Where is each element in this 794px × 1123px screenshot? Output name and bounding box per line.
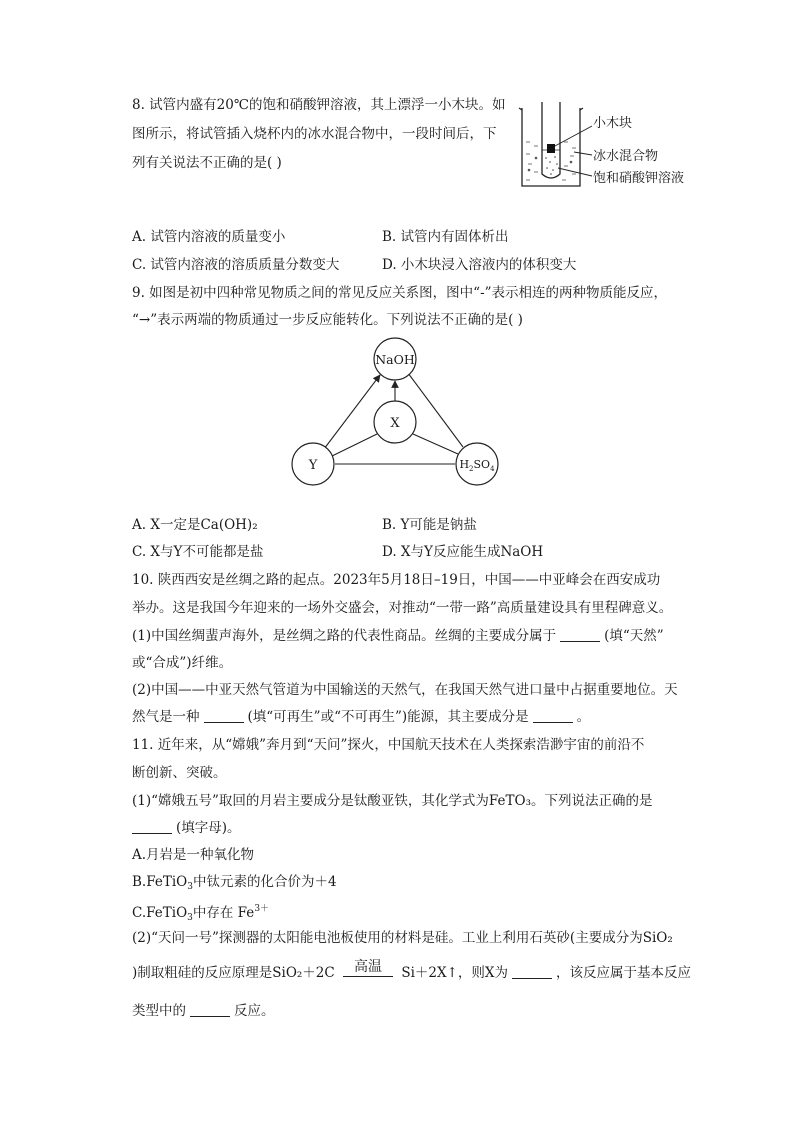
q8-option-b: B. 试管内有固体析出 — [382, 229, 509, 245]
q11-equation-right: Si＋2X↑，则X为 — [401, 965, 509, 981]
node-x-label: X — [390, 416, 400, 431]
q11-option-b-formula: B.FeTiO — [132, 874, 188, 890]
q10-answer-blank-2[interactable] — [204, 710, 244, 723]
q11-line-2: 断创新、突破。 — [132, 765, 227, 781]
q8-option-d: D. 小木块浸入溶液内的体积变大 — [382, 257, 577, 273]
q11-condition-text: 高温 — [354, 959, 383, 975]
q10-part1-text: (1)中国丝绸蜚声海外，是丝绸之路的代表性商品。丝绸的主要成分属于 — [132, 628, 557, 644]
q9-option-d: D. X与Y反应能生成NaOH — [382, 544, 544, 560]
q8-beaker-figure — [514, 100, 704, 192]
node-naoh-label: NaOH — [375, 352, 415, 367]
node-y-label: Y — [308, 458, 318, 473]
q11-option-c-subscript: 3 — [187, 913, 193, 923]
test-tube — [542, 102, 560, 178]
label-kno3-solution: 饱和硝酸钾溶液 — [593, 171, 685, 186]
q10-line-3 — [132, 627, 664, 645]
solution-dots — [545, 156, 558, 175]
q10-answer-blank-1[interactable] — [560, 629, 600, 642]
q11-option-b — [132, 873, 337, 896]
q11-line-4 — [132, 819, 241, 837]
q10-part1-hint: (填“天然” — [604, 628, 664, 644]
q10-part2-text: 然气是一种 — [132, 709, 200, 725]
q9-option-c: C. X与Y不可能都是盐 — [132, 544, 264, 560]
q9-option-b: B. Y可能是钠盐 — [382, 517, 477, 533]
q9-line-2: “→”表示两端的物质通过一步反应能转化。下列说法不正确的是( ) — [132, 312, 523, 328]
q10-line-2: 举办。这是我国今年迎来的一场外交盛会，对推动“一带一路”高质量建设具有里程碑意义。 — [132, 600, 673, 616]
q11-option-c-text: 中存在 Fe — [192, 905, 255, 921]
q10-part2-hint: (填“可再生”或“不可再生”)能源，其主要成分是 — [247, 709, 529, 725]
label-ice-water: 冰水混合物 — [593, 149, 659, 164]
q11-answer-blank-2[interactable] — [512, 966, 552, 979]
wood-block — [547, 144, 555, 153]
q9-option-a: A. X一定是Ca(OH)₂ — [132, 517, 258, 533]
q8-option-c: C. 试管内溶液的溶质质量分数变大 — [132, 257, 340, 273]
q8-line-2: 图所示，将试管插入烧杯内的冰水混合物中，一段时间后，下 — [132, 126, 497, 142]
q11-line-3: (1)“嫦娥五号”取回的月岩主要成分是钛酸亚铁，其化学式为FeTO₃。下列说法正确的是 — [132, 793, 653, 809]
q11-part1-hint: (填字母)。 — [176, 820, 241, 836]
q11-option-c-superscript: 3＋ — [254, 904, 270, 914]
q8-line-3: 列有关说法不正确的是( ) — [132, 155, 282, 171]
q10-part2-end: 。 — [576, 709, 591, 725]
q11-reaction-type-end: 反应。 — [234, 1003, 275, 1019]
q11-reaction-type-text: 类型中的 — [132, 1003, 186, 1019]
q10-line-5: (2)中国——中亚天然气管道为中国输送的天然气，在我国天然气进口量中占据重要地位。天 — [132, 682, 678, 698]
edge-x-h2so4 — [413, 434, 458, 454]
q11-reaction-condition — [343, 959, 393, 977]
q10-line-1: 10. 陕西西安是丝绸之路的起点。2023年5月18日–19日，中国——中亚峰会在西安成功 — [132, 572, 661, 588]
q8-option-a: A. 试管内溶液的质量变小 — [132, 229, 286, 245]
node-h2so4-label: $H_2SO_4$ — [459, 458, 495, 473]
q11-equation-left: )制取粗硅的反应原理是SiO₂＋2C — [132, 965, 335, 981]
q11-option-b-subscript: 3 — [187, 882, 193, 892]
q8-line-1: 8. 试管内盛有20℃的饱和硝酸钾溶液，其上漂浮一小木块。如 — [132, 97, 506, 113]
q9-reaction-diagram — [280, 336, 510, 494]
q11-option-c-formula: C.FeTiO — [132, 905, 188, 921]
q10-line-6 — [132, 708, 590, 726]
q11-line-1: 11. 近年来，从“嫦娥”奔月到“天问”探火，中国航天技术在人类探索浩渺宇宙的前沿不 — [132, 737, 645, 753]
q11-equation-tail: ，该反应属于基本反应 — [556, 965, 692, 981]
q11-line-5: (2)“天问一号”探测器的太阳能电池板使用的材料是硅。工业上利用石英砂(主要成分为SiO₂ — [132, 930, 673, 946]
q11-answer-blank-1[interactable] — [132, 821, 172, 834]
edge-x-y — [330, 434, 377, 457]
q10-answer-blank-3[interactable] — [533, 710, 573, 723]
q10-line-4: 或“合成”)纤维。 — [132, 655, 233, 671]
edge-y-to-naoh — [324, 375, 380, 449]
q11-line-7 — [132, 1002, 275, 1020]
q11-option-c — [132, 900, 269, 927]
label-wood-block: 小木块 — [593, 116, 633, 131]
q11-line-6 — [132, 959, 692, 982]
q11-answer-blank-3[interactable] — [190, 1004, 230, 1017]
q11-option-b-text: 中钛元素的化合价为＋4 — [192, 874, 337, 890]
q11-option-a: A.月岩是一种氧化物 — [132, 847, 255, 863]
q9-line-1: 9. 如图是初中四种常见物质之间的常见反应关系图，图中“-”表示相连的两种物质能反应， — [132, 285, 668, 301]
